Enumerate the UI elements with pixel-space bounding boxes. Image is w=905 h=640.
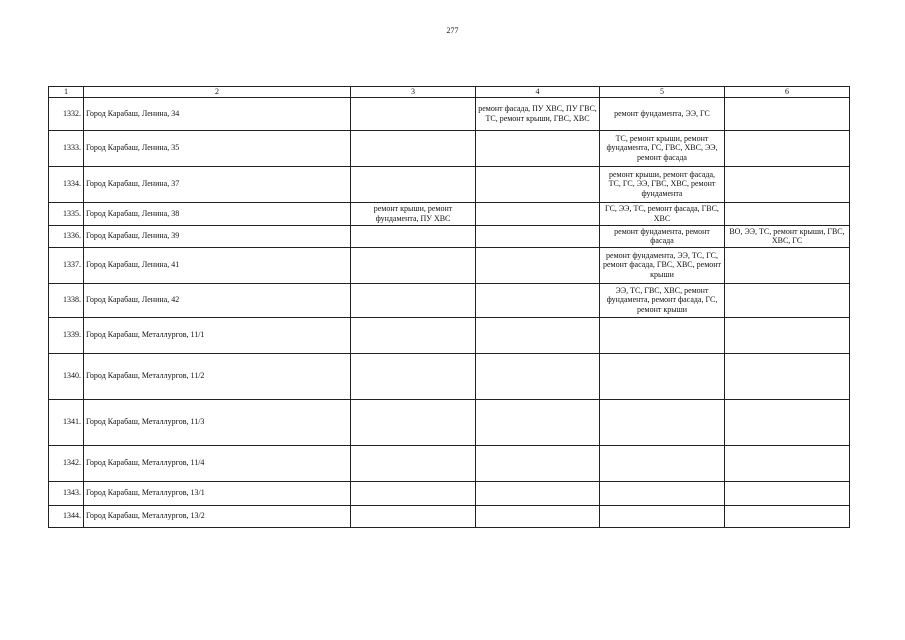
cell-col4 <box>476 225 600 247</box>
cell-col5: ремонт фундамента, ЭЭ, ТС, ГС, ремонт фасада, ГВС, ХВС, ремонт крыши <box>600 247 725 283</box>
cell-col4 <box>476 166 600 202</box>
cell-col3 <box>351 225 476 247</box>
row-address: Город Карабаш, Металлургов, 11/1 <box>84 317 351 353</box>
cell-col3 <box>351 166 476 202</box>
cell-col6 <box>725 283 850 317</box>
row-address: Город Карабаш, Ленина, 37 <box>84 166 351 202</box>
table-row <box>49 505 850 527</box>
row-number: 1336. <box>49 225 84 247</box>
row-number: 1338. <box>49 283 84 317</box>
cell-col5: ЭЭ, ТС, ГВС, ХВС, ремонт фундамента, ремонт фасада, ГС, ремонт крыши <box>600 283 725 317</box>
row-number: 1335. <box>49 202 84 225</box>
row-address: Город Карабаш, Ленина, 39 <box>84 225 351 247</box>
column-header: 6 <box>725 87 850 98</box>
page-number: 277 <box>446 26 459 35</box>
cell-col3 <box>351 247 476 283</box>
column-header: 2 <box>84 87 351 98</box>
cell-col6 <box>725 505 850 527</box>
cell-col4 <box>476 283 600 317</box>
table-row <box>49 399 850 445</box>
cell-col4 <box>476 445 600 481</box>
table-row <box>49 166 850 202</box>
cell-col6 <box>725 247 850 283</box>
cell-col6: ВО, ЭЭ, ТС, ремонт крыши, ГВС, ХВС, ГС <box>725 225 850 247</box>
table-row <box>49 247 850 283</box>
table-row <box>49 317 850 353</box>
cell-col4 <box>476 130 600 166</box>
cell-col4 <box>476 317 600 353</box>
table-row <box>49 481 850 505</box>
cell-col3 <box>351 317 476 353</box>
cell-col6 <box>725 166 850 202</box>
row-number: 1337. <box>49 247 84 283</box>
header-row <box>49 87 850 98</box>
repair-table <box>48 86 850 528</box>
column-header: 1 <box>49 87 84 98</box>
table-row <box>49 353 850 399</box>
cell-col4 <box>476 202 600 225</box>
cell-col6 <box>725 317 850 353</box>
cell-col4 <box>476 247 600 283</box>
table-row <box>49 283 850 317</box>
table-row <box>49 225 850 247</box>
cell-col3: ремонт крыши, ремонт фундамента, ПУ ХВС <box>351 202 476 225</box>
row-number: 1343. <box>49 481 84 505</box>
cell-col5: ГС, ЭЭ, ТС, ремонт фасада, ГВС, ХВС <box>600 202 725 225</box>
table-row <box>49 130 850 166</box>
row-address: Город Карабаш, Ленина, 34 <box>84 97 351 130</box>
cell-col4 <box>476 505 600 527</box>
row-address: Город Карабаш, Ленина, 41 <box>84 247 351 283</box>
cell-col3 <box>351 97 476 130</box>
row-address: Город Карабаш, Ленина, 42 <box>84 283 351 317</box>
cell-col4 <box>476 399 600 445</box>
cell-col5: ремонт крыши, ремонт фасада, ТС, ГС, ЭЭ, ГВС, ХВС, ремонт фундамента <box>600 166 725 202</box>
cell-col4: ремонт фасада, ПУ ХВС, ПУ ГВС, ТС, ремонт крыши, ГВС, ХВС <box>476 97 600 130</box>
table-row <box>49 202 850 225</box>
row-number: 1344. <box>49 505 84 527</box>
row-address: Город Карабаш, Ленина, 35 <box>84 130 351 166</box>
cell-col4 <box>476 353 600 399</box>
table-row <box>49 97 850 130</box>
row-address: Город Карабаш, Металлургов, 13/1 <box>84 481 351 505</box>
row-number: 1332. <box>49 97 84 130</box>
cell-col5 <box>600 353 725 399</box>
cell-col5 <box>600 399 725 445</box>
row-address: Город Карабаш, Металлургов, 11/3 <box>84 399 351 445</box>
cell-col5: ремонт фундамента, ремонт фасада <box>600 225 725 247</box>
cell-col6 <box>725 445 850 481</box>
cell-col3 <box>351 283 476 317</box>
cell-col3 <box>351 399 476 445</box>
row-address: Город Карабаш, Металлургов, 13/2 <box>84 505 351 527</box>
cell-col6 <box>725 97 850 130</box>
row-number: 1333. <box>49 130 84 166</box>
row-address: Город Карабаш, Металлургов, 11/4 <box>84 445 351 481</box>
column-header: 5 <box>600 87 725 98</box>
cell-col6 <box>725 353 850 399</box>
cell-col5 <box>600 317 725 353</box>
cell-col3 <box>351 505 476 527</box>
cell-col5 <box>600 445 725 481</box>
cell-col6 <box>725 481 850 505</box>
row-number: 1340. <box>49 353 84 399</box>
column-header: 4 <box>476 87 600 98</box>
cell-col6 <box>725 130 850 166</box>
row-number: 1342. <box>49 445 84 481</box>
row-address: Город Карабаш, Ленина, 38 <box>84 202 351 225</box>
row-number: 1341. <box>49 399 84 445</box>
cell-col3 <box>351 445 476 481</box>
row-address: Город Карабаш, Металлургов, 11/2 <box>84 353 351 399</box>
row-number: 1339. <box>49 317 84 353</box>
cell-col5 <box>600 481 725 505</box>
cell-col3 <box>351 130 476 166</box>
cell-col5: ремонт фундамента, ЭЭ, ГС <box>600 97 725 130</box>
cell-col5: ТС, ремонт крыши, ремонт фундамента, ГС, ГВС, ХВС, ЭЭ, ремонт фасада <box>600 130 725 166</box>
cell-col6 <box>725 202 850 225</box>
column-header: 3 <box>351 87 476 98</box>
cell-col3 <box>351 481 476 505</box>
row-number: 1334. <box>49 166 84 202</box>
cell-col5 <box>600 505 725 527</box>
cell-col4 <box>476 481 600 505</box>
table-row <box>49 445 850 481</box>
cell-col6 <box>725 399 850 445</box>
cell-col3 <box>351 353 476 399</box>
